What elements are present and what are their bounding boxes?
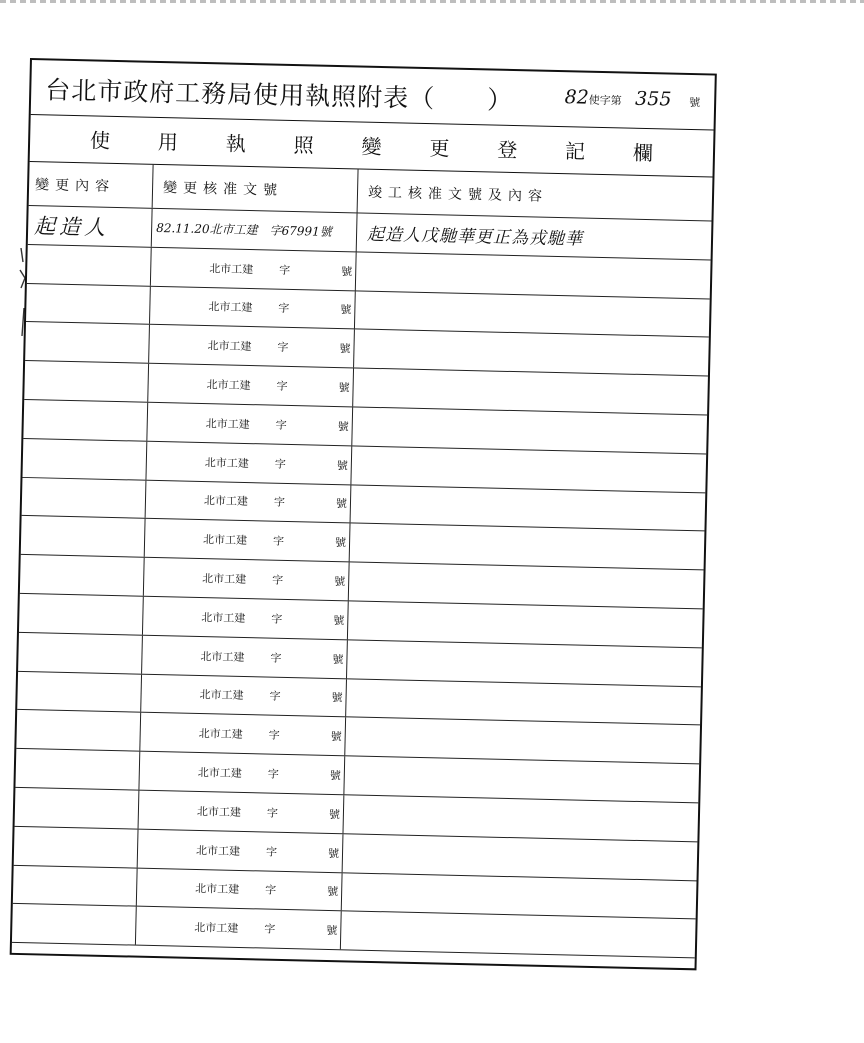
prefix-zi: 字 (267, 767, 279, 781)
cell-approval-number (136, 907, 342, 949)
ref-suffix: 號 (689, 95, 701, 110)
cell-completion (352, 407, 707, 453)
prefix-office: 北市工建 (205, 416, 250, 431)
cell-completion (346, 679, 701, 725)
form-title: 台北市政府工務局使用執照附表（ ） (44, 75, 514, 115)
prefix-hao: 號 (340, 303, 352, 317)
banner-char: 使 (89, 128, 111, 153)
cell-change-content (20, 555, 145, 596)
printed-prefix (138, 829, 343, 871)
prefix-hao: 號 (327, 885, 339, 899)
prefix-hao: 號 (339, 342, 351, 356)
prefix-office: 北市工建 (202, 572, 247, 587)
cell-approval-number (150, 286, 356, 328)
prefix-office: 北市工建 (195, 843, 241, 858)
cell-change-content (17, 671, 142, 712)
cell-approval-number (141, 674, 347, 716)
printed-prefix (144, 558, 349, 600)
license-reference (564, 86, 700, 111)
prefix-hao: 號 (331, 691, 343, 705)
prefix-hao: 號 (334, 536, 347, 550)
prefix-zi: 字 (270, 651, 282, 665)
banner-char: 變 (361, 134, 382, 159)
cell-change-content (24, 361, 149, 402)
banner-char: 執 (225, 131, 247, 156)
printed-prefix (143, 597, 348, 639)
prefix-office: 北市工建 (204, 455, 250, 470)
prefix-hao: 號 (328, 807, 341, 822)
banner-char: 用 (157, 129, 179, 155)
cell-change-content (26, 284, 151, 325)
prefix-office: 北市工建 (202, 533, 248, 548)
prefix-hao: 號 (334, 575, 346, 589)
printed-prefix (146, 480, 351, 522)
prefix-hao: 號 (332, 652, 344, 666)
header-approval-number: 變更核准文號 (153, 165, 359, 213)
printed-prefix (139, 752, 344, 794)
license-change-form (10, 58, 717, 970)
printed-prefix (150, 286, 355, 328)
prefix-hao: 號 (329, 769, 341, 783)
cell-approval-number (151, 248, 357, 290)
cell-approval-number (148, 364, 354, 406)
cell-change-content (22, 478, 147, 519)
cell-change-content (19, 594, 144, 635)
printed-prefix (145, 519, 350, 561)
prefix-zi: 字 (264, 922, 276, 937)
banner-char: 登 (496, 137, 518, 163)
prefix-office: 北市工建 (209, 261, 254, 276)
prefix-office: 北市工建 (208, 300, 253, 315)
cell-completion (356, 252, 711, 298)
prefix-zi: 字 (278, 302, 290, 316)
prefix-office: 北市工建 (195, 882, 240, 897)
cell-approval-number (142, 635, 348, 677)
prefix-zi: 字 (271, 612, 283, 626)
printed-prefix (146, 442, 351, 484)
cell-approval-number (139, 791, 345, 833)
printed-prefix (136, 907, 341, 949)
prefix-hao: 號 (333, 613, 345, 628)
cell-change-content (25, 322, 150, 363)
printed-prefix (149, 325, 354, 367)
prefix-hao: 號 (327, 846, 340, 860)
printed-prefix (142, 635, 347, 677)
cell-completion (348, 601, 703, 647)
prefix-office: 北市工建 (203, 494, 249, 509)
prefix-hao: 號 (326, 924, 338, 938)
printed-prefix (151, 248, 356, 290)
cell-completion (354, 330, 709, 376)
prefix-zi: 字 (265, 883, 277, 898)
cell-change-content (12, 904, 137, 945)
prefix-zi: 字 (272, 534, 285, 549)
cell-completion (357, 213, 712, 259)
handwritten-text: 82.11.20北市工建 字67991號 (156, 221, 332, 240)
prefix-office: 北市工建 (206, 378, 251, 393)
printed-prefix (147, 403, 352, 445)
prefix-office: 北市工建 (201, 610, 246, 625)
prefix-office: 北市工建 (200, 649, 245, 664)
printed-prefix (137, 868, 342, 910)
prefix-zi: 字 (265, 845, 278, 859)
prefix-zi: 字 (275, 418, 287, 432)
cell-change-content (23, 400, 148, 441)
prefix-office: 北市工建 (197, 766, 242, 781)
cell-change-content (27, 245, 152, 286)
ref-prefix: 使字第 (588, 93, 622, 108)
handwritten-text: 起造人戊馳華更正為戎馳華 (366, 225, 584, 250)
prefix-zi: 字 (268, 728, 280, 743)
cell-completion (343, 834, 698, 880)
cell-completion (344, 756, 699, 802)
cell-approval-number (137, 868, 343, 910)
printed-prefix (139, 791, 344, 833)
banner-char: 記 (564, 139, 586, 164)
prefix-office: 北市工建 (199, 688, 244, 703)
cell-change-content (15, 788, 140, 829)
cell-completion (345, 718, 700, 764)
cell-approval-number (140, 713, 346, 755)
cell-completion (355, 291, 710, 337)
cell-approval-number (152, 209, 358, 251)
cell-completion (351, 446, 706, 492)
cell-approval-number (149, 325, 355, 367)
handwritten-text: 起造人 (33, 214, 110, 240)
prefix-zi: 字 (269, 690, 281, 704)
printed-prefix (140, 713, 345, 755)
header-completion: 竣工核准文號及內容 (367, 184, 549, 205)
cell-approval-number (144, 558, 350, 600)
cell-change-content (28, 206, 153, 247)
cell-change-content (18, 633, 143, 674)
printed-prefix (148, 364, 353, 406)
cell-approval-number (146, 480, 352, 522)
cell-approval-number (146, 442, 352, 484)
cell-approval-number (138, 829, 344, 871)
prefix-office: 北市工建 (196, 804, 242, 819)
scan-edge-artifact (0, 0, 864, 3)
prefix-hao: 號 (337, 419, 349, 434)
ref-year: 82 (564, 86, 590, 109)
prefix-hao: 號 (341, 264, 353, 279)
cell-completion (343, 795, 698, 841)
cell-change-content (14, 827, 139, 868)
cell-approval-number (145, 519, 351, 561)
prefix-zi: 字 (274, 457, 287, 471)
cell-completion (353, 369, 708, 415)
cell-completion (342, 873, 697, 919)
cell-completion (349, 563, 704, 609)
record-table (12, 162, 713, 958)
banner-char: 更 (429, 136, 450, 161)
banner-char: 照 (293, 133, 314, 158)
prefix-hao: 號 (338, 381, 350, 395)
prefix-office: 北市工建 (198, 727, 243, 742)
cell-change-content (15, 749, 140, 790)
cell-completion (347, 640, 702, 686)
prefix-hao: 號 (330, 730, 342, 744)
cell-completion (351, 485, 706, 531)
cell-approval-number (139, 752, 345, 794)
printed-prefix (141, 674, 346, 716)
cell-change-content (16, 710, 141, 751)
prefix-hao: 號 (335, 497, 348, 511)
cell-approval-number (147, 403, 353, 445)
banner-char: 欄 (632, 140, 654, 166)
prefix-zi: 字 (272, 573, 284, 587)
prefix-zi: 字 (276, 379, 288, 394)
prefix-zi: 字 (277, 340, 289, 355)
cell-approval-number (143, 597, 349, 639)
cell-change-content (21, 516, 146, 557)
prefix-zi: 字 (279, 263, 291, 277)
cell-change-content (23, 439, 148, 480)
prefix-office: 北市工建 (207, 339, 252, 354)
prefix-zi: 字 (273, 496, 286, 510)
prefix-office: 北市工建 (194, 921, 239, 936)
cell-completion (350, 524, 705, 570)
header-change-content: 變更內容 (29, 162, 154, 208)
prefix-zi: 字 (266, 806, 279, 820)
cell-completion (341, 912, 696, 958)
cell-change-content (13, 865, 138, 906)
prefix-hao: 號 (336, 458, 348, 472)
ref-number: 355 (634, 87, 672, 111)
